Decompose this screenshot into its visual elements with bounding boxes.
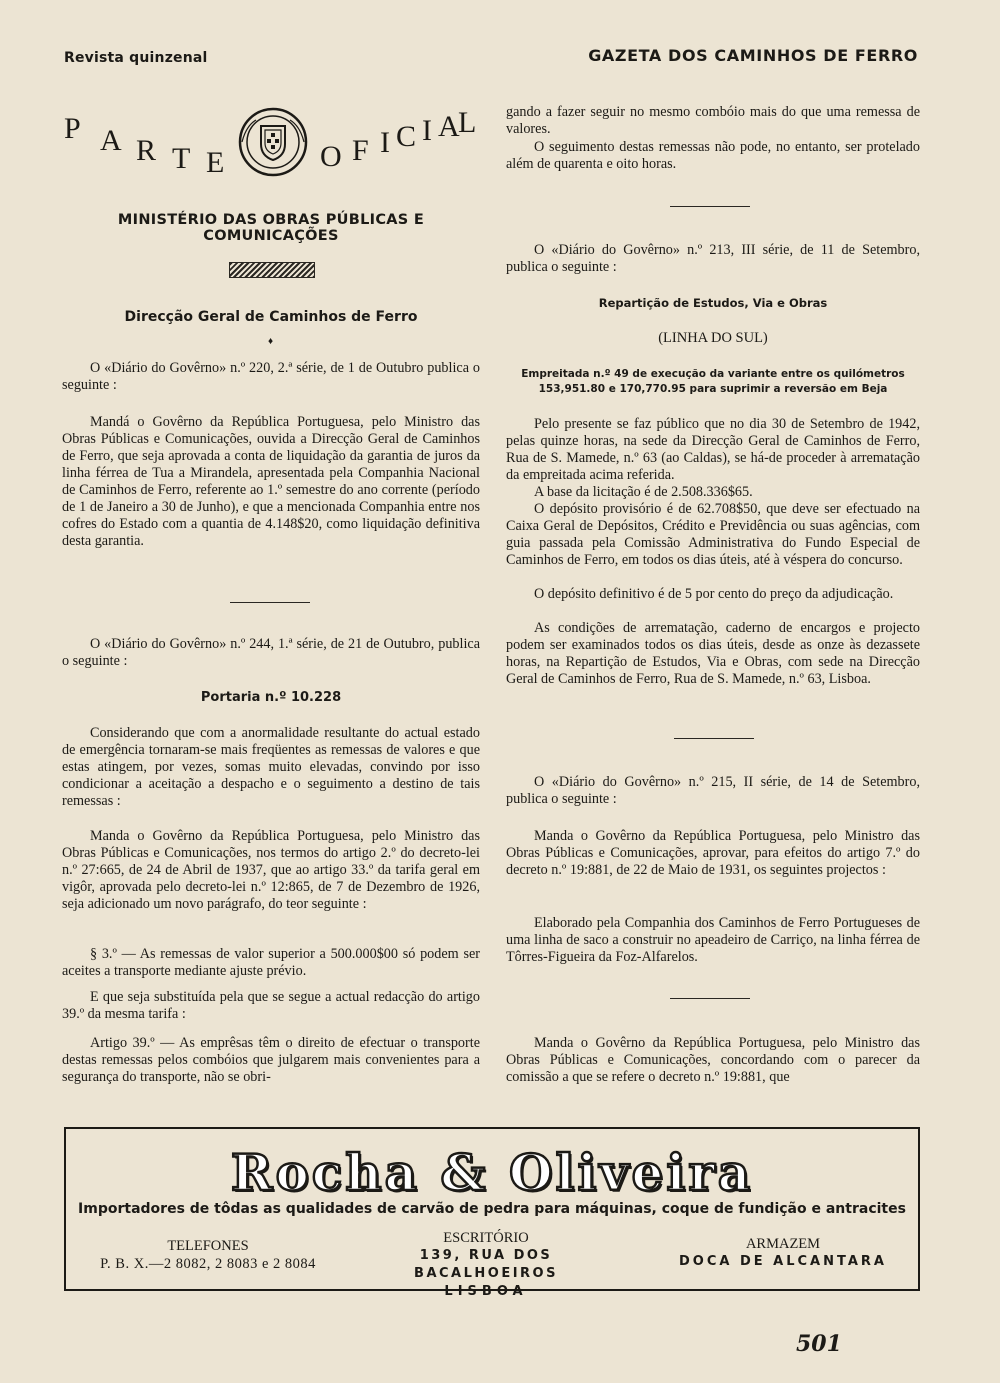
armazem-location: DOCA DE ALCANTARA: [679, 1254, 887, 1269]
hatched-divider: [229, 262, 315, 278]
title-letter: A: [100, 124, 122, 157]
reparticao-heading: Repartição de Estudos, Via e Obras: [598, 296, 828, 310]
title-letter: L: [458, 106, 477, 139]
escritorio-city: LISBOA: [444, 1284, 528, 1299]
title-letter: C: [396, 120, 417, 153]
title-letter: A: [438, 110, 460, 143]
ad-armazem: [652, 1235, 914, 1271]
portaria-heading: Portaria n.º 10.228: [200, 690, 342, 705]
ad-subtitle: Importadores de tôdas as qualidades de carvão de pedra para máquinas, coque de fundição e antracites: [78, 1201, 906, 1217]
empreitada-heading: Empreitada n.º 49 de execução da variante entre os quilómetros 153,951.80 e 170,770.95 para suprimir a reversão em Beja: [521, 368, 905, 395]
section-separator: [670, 206, 750, 207]
title-letter: I: [380, 126, 390, 159]
escritorio-label: ESCRITÓRIO: [443, 1230, 529, 1246]
paragraph: Manda o Govêrno da República Portuguesa, pelo Ministro das Obras Públicas e Comunicações, concordando com o parecer da comissão a que se refere o decreto n.º 19:881, que: [506, 1035, 920, 1085]
coat-of-arms-icon: [234, 106, 312, 178]
linha-heading: (LINHA DO SUL): [658, 330, 768, 346]
ad-escritorio: [346, 1229, 626, 1301]
paragraph: Manda o Govêrno da República Portuguesa, pelo Ministro das Obras Públicas e Comunicações, nos termos do artigo 2.º do decreto-lei n.º 27:665, de 24 de Abril de 1937, que ao artigo 33.º da tarifa geral em vigôr, aprovada pelo decreto-lei n.º 12:865, de 7 de Dezembro de 1926, seja adicionado um novo parágrafo, do teor seguinte :: [62, 828, 480, 912]
telefones-numbers: P. B. X.—2 8082, 2 8083 e 2 8084: [100, 1256, 316, 1272]
paragraph: As condições de arrematação, caderno de encargos e projecto podem ser examinados todos os dias úteis, desde as onze às dezassete horas, na Repartição de Estudos, Via e Obras, com sede na Direcção Geral de Caminhos de Ferro, Rua de S. Mamede, n.º 63, Lisboa.: [506, 620, 920, 687]
paragraph: Elaborado pela Companhia dos Caminhos de Ferro Portugueses de uma linha de saco a construir no apeadeiro de Carriço, na linha férrea de Tôrres-Figueira da Foz-Alfarelos.: [506, 915, 920, 965]
section-separator: [230, 602, 310, 603]
title-letter: E: [206, 146, 225, 179]
title-letter: P: [64, 112, 81, 145]
paragraph: § 3.º — As remessas de valor superior a 500.000$00 só podem ser aceites a transporte mediante ajuste prévio.: [62, 946, 480, 979]
section-separator: [674, 738, 754, 739]
paragraph: O depósito provisório é de 62.708$50, que deve ser efectuado na Caixa Geral de Depósitos, Crédito e Previdência ou suas agências, com guia passada pela Comissão Administrativa do Fundo Especial de Caminhos de Ferro, em todos os dias úteis, até à véspera do concurso.: [506, 501, 920, 568]
title-letter: F: [352, 134, 369, 167]
paragraph: A base da licitação é de 2.508.336$65.: [534, 484, 753, 500]
title-letter: T: [172, 142, 191, 175]
ad-telefones: [76, 1237, 340, 1273]
advertisement-box: [64, 1127, 920, 1299]
paragraph: E que seja substituída pela que se segue a actual redacção do artigo 39.º da mesma tarifa :: [62, 989, 480, 1022]
paragraph: O seguimento destas remessas não pode, no entanto, ser protelado além de quarenta e oito horas.: [506, 139, 920, 172]
paragraph: O «Diário do Govêrno» n.º 213, III série, de 11 de Setembro, publica o seguinte :: [506, 242, 920, 275]
section-separator: [670, 998, 750, 999]
ad-title: Rocha & Oliveira: [230, 1143, 754, 1202]
parte-oficial-title: [62, 104, 480, 184]
telefones-label: TELEFONES: [167, 1238, 249, 1254]
escritorio-address: 139, RUA DOS BACALHOEIROS: [414, 1248, 558, 1281]
paragraph: Mandá o Govêrno da República Portuguesa, pelo Ministro das Obras Públicas e Comunicações, ouvida a Direcção Geral de Caminhos de Ferro, que seja aprovada a conta de liquidação da garantia de juros da linha férrea de Tua a Mirandela, apresentada pela Companhia Nacional de Caminhos de Ferro, referente ao 1.º semestre do ano corrente (período de 1 de Janeiro a 30 de Junho), e que a mencionada Companhia entre nos cofres do Estado com a quantia de 4.148$20, como liquidação definitiva desta garantia.: [62, 414, 480, 549]
paragraph: gando a fazer seguir no mesmo combóio mais do que uma remessa de valores.: [506, 104, 920, 137]
paragraph: O «Diário do Govêrno» n.º 244, 1.ª série, de 21 de Outubro, publica o seguinte :: [62, 636, 480, 669]
diamond-ornament-icon: ♦: [268, 336, 274, 347]
paragraph: Artigo 39.º — As emprêsas têm o direito de efectuar o transporte destas remessas pelos combóios que julgarem mais convenientes para a segurança do transporte, não se obri-: [62, 1035, 480, 1085]
title-letter: O: [320, 140, 342, 173]
ministry-heading: MINISTÉRIO DAS OBRAS PÚBLICAS E COMUNICAÇÕES: [117, 212, 425, 244]
page-number: 501: [796, 1331, 842, 1357]
header-right: GAZETA DOS CAMINHOS DE FERRO: [588, 46, 918, 65]
paragraph: Considerando que com a anormalidade resultante do actual estado de emergência tornaram-se mais freqüentes as remessas de valores e que estas atingem, por vezes, somas muito elevadas, convindo por isso condicionar a aceitação a despacho e o seguimento a destino de tais remessas :: [62, 725, 480, 809]
title-letter: R: [136, 134, 157, 167]
paragraph: O depósito definitivo é de 5 por cento do preço da adjudicação.: [534, 586, 894, 602]
direccao-heading: Direcção Geral de Caminhos de Ferro: [124, 309, 418, 325]
paragraph: Manda o Govêrno da República Portuguesa, pelo Ministro das Obras Públicas e Comunicações, aprovar, para efeitos do artigo 7.º do decreto n.º 19:881, de 22 de Maio de 1931, os seguintes projectos :: [506, 828, 920, 878]
title-letter: I: [422, 114, 432, 147]
armazem-label: ARMAZEM: [745, 1236, 821, 1252]
header-left: Revista quinzenal: [64, 50, 208, 66]
paragraph: O «Diário do Govêrno» n.º 215, II série, de 14 de Setembro, publica o seguinte :: [506, 774, 920, 807]
paragraph: Pelo presente se faz público que no dia 30 de Setembro de 1942, pelas quinze horas, na sede da Direcção Geral de Caminhos de Ferro, Rua de S. Mamede, n.º 63 (ao Caldas), se há-de proceder à arrematação da empreitada acima referida.: [506, 416, 920, 483]
paragraph: O «Diário do Govêrno» n.º 220, 2.ª série, de 1 de Outubro publica o seguinte :: [62, 360, 480, 393]
